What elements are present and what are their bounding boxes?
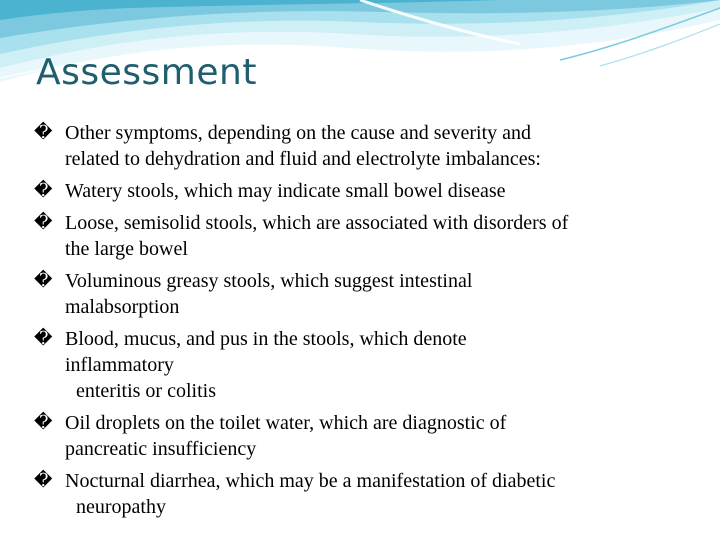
bullet-icon: � xyxy=(34,212,53,232)
slide-title: Assessment xyxy=(36,52,257,93)
bullet-text: Watery stools, which may indicate small bowel disease xyxy=(65,180,506,202)
bullet-text: Oil droplets on the toilet water, which are diagnostic of xyxy=(65,412,507,434)
bullet-text: Blood, mucus, and pus in the stools, which denote xyxy=(65,328,467,350)
bullet-text: enteritis or colitis xyxy=(76,380,216,402)
bullet-list xyxy=(34,120,684,526)
bullet-text: neuropathy xyxy=(76,496,166,518)
bullet-text: malabsorption xyxy=(65,296,180,318)
bullet-icon: � xyxy=(34,328,53,348)
bullet-item-nocturnal-diarrhea xyxy=(34,468,684,520)
bullet-text: Loose, semisolid stools, which are associated with disorders of xyxy=(65,212,569,234)
bullet-item-oil-droplets xyxy=(34,410,684,462)
bullet-icon: � xyxy=(34,412,53,432)
bullet-text: Voluminous greasy stools, which suggest intestinal xyxy=(65,270,473,292)
bullet-item-other-symptoms xyxy=(34,120,684,172)
bullet-item-blood-mucus xyxy=(34,326,684,404)
bullet-icon: � xyxy=(34,122,53,142)
bullet-text: inflammatory xyxy=(65,354,174,376)
bullet-text: Nocturnal diarrhea, which may be a manifestation of diabetic xyxy=(65,470,556,492)
bullet-item-loose-stools xyxy=(34,210,684,262)
bullet-icon: � xyxy=(34,470,53,490)
bullet-text: related to dehydration and fluid and electrolyte imbalances: xyxy=(65,148,541,170)
bullet-text: Other symptoms, depending on the cause and severity and xyxy=(65,122,531,144)
bullet-text: pancreatic insufficiency xyxy=(65,438,257,460)
bullet-icon: � xyxy=(34,180,53,200)
bullet-item-watery-stools xyxy=(34,178,684,204)
bullet-item-greasy-stools xyxy=(34,268,684,320)
bullet-text: the large bowel xyxy=(65,238,188,260)
bullet-icon: � xyxy=(34,270,53,290)
